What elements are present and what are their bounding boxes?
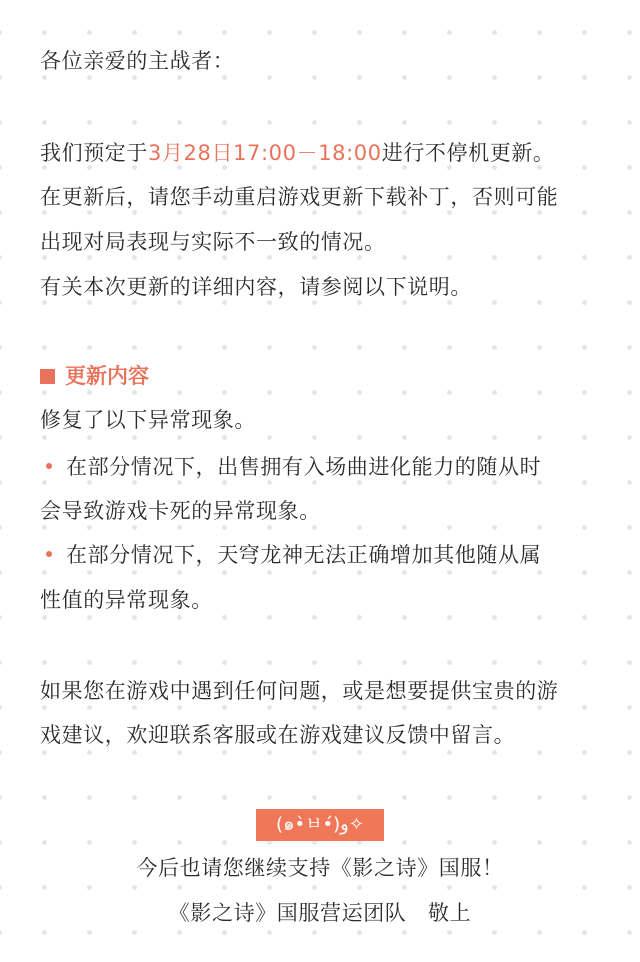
- section-lead: 修复了以下异常现象。: [40, 408, 256, 432]
- signoff-team: 《影之诗》国服营运团队 敬上: [168, 901, 472, 925]
- fix-item-1-line-2: 会导致游戏卡死的异常现象。: [40, 499, 321, 523]
- fix-item-2-text-1: 在部分情况下，天穹龙神无法正确增加其他随从属: [66, 543, 542, 567]
- restart-notice-line-2: 出现对局表现与实际不一致的情况。: [40, 230, 386, 254]
- closing-line-2: 戏建议，欢迎联系客服或在游戏建议反馈中留言。: [40, 723, 516, 747]
- restart-notice-line-1: 在更新后，请您手动重启游戏更新下载补丁，否则可能: [40, 185, 559, 209]
- section-title: [40, 361, 149, 391]
- fix-item-2-line-1: [40, 540, 610, 570]
- fix-item-1-text-1: 在部分情况下，出售拥有入场曲进化能力的随从时: [66, 455, 542, 479]
- dot-bullet-icon: [46, 551, 52, 557]
- update-time-highlight: 3月28日17:00－18:00: [148, 141, 382, 165]
- section-title-label: 更新内容: [65, 364, 149, 388]
- square-bullet-icon: [40, 369, 55, 384]
- details-notice: 有关本次更新的详细内容，请参阅以下说明。: [40, 275, 472, 299]
- fix-item-1-line-1: [40, 452, 610, 482]
- signoff-support: 今后也请您继续支持《影之诗》国服！: [136, 856, 504, 880]
- dot-bullet-icon: [46, 463, 52, 469]
- update-time-suffix: 进行不停机更新。: [381, 141, 555, 165]
- closing-line-1: 如果您在游戏中遇到任何问题，或是想要提供宝贵的游: [40, 679, 559, 703]
- update-time-line: [40, 138, 610, 168]
- update-time-prefix: 我们预定于: [40, 141, 148, 165]
- fix-item-2-line-2: 性值的异常现象。: [40, 588, 213, 612]
- kaomoji-badge: (๑•̀ㅂ•́)و✧: [256, 809, 384, 841]
- greeting: 各位亲爱的主战者：: [40, 49, 235, 73]
